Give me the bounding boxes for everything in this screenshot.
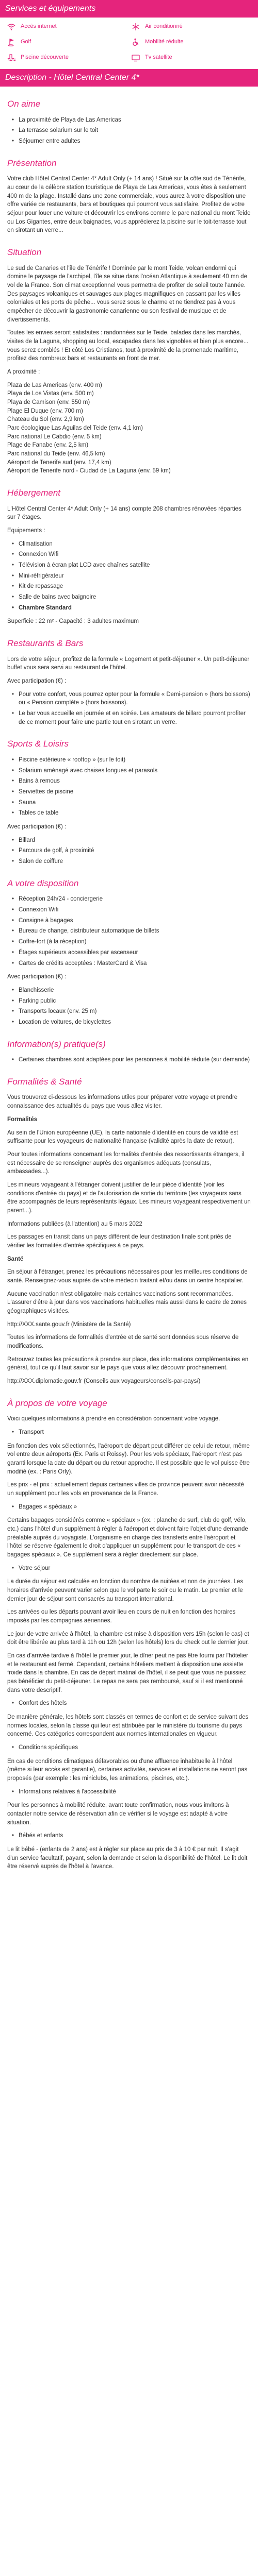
disposition-paid-list: [7, 986, 251, 1027]
paragraph: En cas de conditions climatiques défavorables ou d'une affluence inhabituelle à l'hôtel (même si leur accès est garantie), certaines activités, services et installations ne seront pas proposés (par exemple : les miniclubs, les animations, piscines, etc.).: [7, 1758, 248, 1782]
section-title-apropos: À propos de votre voyage: [7, 1398, 107, 1408]
paragraph: Au sein de l'Union européenne (UE), la carte nationale d'identité en cours de validité est suffisante pour les voyageurs de nationalité française (validité après la date de retour).: [7, 1129, 238, 1145]
services-banner: [0, 0, 258, 18]
service-item: [132, 54, 251, 62]
paragraph: Informations publiées (à l'attention) au 5 mars 2022: [7, 1221, 142, 1227]
link-sante[interactable]: http://XXX.sante.gouv.fr (Ministère de la Santé): [7, 1321, 131, 1328]
list-item: • Bureau de change, distributeur automatique de billets: [7, 927, 251, 936]
tv-icon: [132, 54, 140, 62]
paragraph: En fonction des voix sélectionnés, l'aéroport de départ peut différer de celui de retour, même vol entre deux aéroports (Ex. Paris et Roissy). Pour les vols spéciaux, l'aéroport n'est pas garanti lorsque la date du départ ou du retour approche. Il est possible que le vol puisse être modifié (ex. : Paris Orly).: [7, 1443, 250, 1475]
service-label: Tv satellite: [145, 54, 172, 61]
wifi-icon: [7, 23, 15, 31]
section-title-informations: Information(s) pratique(s): [7, 1039, 106, 1049]
list-item: • Salle de bains avec baignoire: [7, 593, 251, 602]
section-title-hebergement: Hébergement: [7, 488, 61, 498]
paragraph: De manière générale, les hôtels sont classés en termes de confort et de service suivant des normes locales, selon la classe qui leur est attribuée par le ministère du tourisme du pays concerné. Ces catégories correspondent aux normes internationales en vigueur.: [7, 1714, 249, 1738]
list-item: • La proximité de Playa de Las Americas: [7, 116, 251, 125]
list-item: • Transport: [7, 1428, 251, 1437]
section-title-sports: Sports & Loisirs: [7, 739, 69, 749]
list-item: • Bébés et enfants: [7, 1832, 251, 1840]
section-title-presentation: Présentation: [7, 158, 57, 168]
apropos-block: [7, 1699, 251, 1708]
paragraph: Les prix - et prix : actuellement depuis certaines villes de province peuvent avoir nécessité un supplément pour les vols en provenance de la France.: [7, 1482, 244, 1497]
section-title-formalites: Formalités & Santé: [7, 1076, 82, 1087]
paragraph: Pour toutes informations concernant les formalités d'entrée des ressortissants étrangers, il est nécessaire de se renseigner auprès des organismes adéquats (consulats, ambassades...).: [7, 1151, 245, 1175]
paragraph: Vous trouverez ci-dessous les informations utiles pour préparer votre voyage et prendre connaissance des actualités du pays que vous allez visiter.: [7, 1094, 238, 1110]
list-item: • Parcours de golf, à proximité: [7, 846, 251, 855]
paragraph: Le lit bébé - (enfants de 2 ans) est à régler sur place au prix de 3 à 10 € par nuit. Il s'agit d'un service facultatif, payant, selon la demande et selon la disponibilité de l'hôtel. Le lit doit être réservé auprès de l'hôtel à l'avance.: [7, 1846, 248, 1870]
list-item: • Sauna: [7, 799, 251, 807]
list-item: • Confort des hôtels: [7, 1699, 251, 1708]
service-item: [7, 23, 126, 31]
paragraph: Les passages en transit dans un pays différent de leur destination finale sont priés de vérifier les formalités d'entrée spécifiques à ce pays.: [7, 1234, 232, 1249]
paragraph: Votre club Hôtel Central Center 4* Adult Only (+ 14 ans) ! Situé sur la côte sud de Ténérife, au cœur de la célèbre station touristique de Playa de Las Americas, vous êtes à seulement 400 m de la plage. Installé dans une zone commerciale, vous aurez à votre disposition une offre variée de restaurants, bars et boutiques qui pourront vous satisfaire. Profitez de votre séjour pour louer une voiture et découvrir les environs comme le parc national du mont Teide ou Los Gigantes, entre deux baignades, vous apprécierez la piscine sur le toit-terrasse tout en sirotant un verre...: [7, 176, 251, 234]
service-item: [132, 23, 251, 31]
section-title-situation: Situation: [7, 247, 42, 257]
sports-paid-list: [7, 836, 251, 866]
list-item: • Votre séjour: [7, 1564, 251, 1573]
list-item: • Séjourner entre adultes: [7, 137, 251, 146]
section-title-restaurants: Restaurants & Bars: [7, 638, 84, 649]
apropos-block: [7, 1564, 251, 1573]
disposition-list: [7, 895, 251, 968]
apropos-block: [7, 1788, 251, 1797]
paragraph: En cas d'arrivée tardive à l'hôtel le premier jour, le dîner peut ne pas être fourni par l'hôtelier et le restaurant est fermé. Cependant, certains hôteliers mettent à disposition une assiette froide dans la chambre. En cas de départ matinal de l'hôtel, il se peut que vous ne puissiez pas bénéficier du petit-déjeuner. Le repas ne sera pas remboursé, sauf si il est mentionné dans votre descriptif.: [7, 1653, 248, 1693]
service-label: Accès internet: [21, 23, 57, 30]
list-item: • La terrasse solarium sur le toit: [7, 126, 251, 135]
list-item: • Coffre-fort (à la réception): [7, 938, 251, 946]
paragraph: Avec participation (€) :: [7, 824, 67, 831]
list-item: • Consigne à bagages: [7, 917, 251, 925]
list-item: • Tables de table: [7, 809, 251, 818]
on-aime-list: [7, 116, 251, 146]
snowflake-icon: [132, 23, 140, 31]
list-item: • Cartes de crédits acceptées : MasterCard & Visa: [7, 959, 251, 968]
informations-list: [7, 1056, 251, 1064]
paragraph: Voici quelques informations à prendre en considération concernant votre voyage.: [7, 1416, 220, 1422]
paragraph: En séjour à l'étranger, prenez les précautions nécessaires pour les meilleures conditions de santé. Renseignez-vous auprès de votre médecin traitant et/ou dans un centre hospitalier.: [7, 1269, 248, 1284]
list-item: • Piscine extérieure « rooftop » (sur le toit): [7, 756, 251, 765]
service-item: [7, 54, 126, 62]
paragraph: Le sud de Canaries et l'île de Ténérife ! Dominée par le mont Teide, volcan endormi qui domine le paysage de l'archipel, l'île se situe dans l'océan Atlantique à seulement 40 mn de vol de la France. Son climat exceptionnel vous permettra de profiter de soleil toute l'année. Des paysages volcaniques et sauvages aux plages magnifiques en passant par les villes coloniales et les ports de pêche... vous serez sous le charme et ne tiendrez pas à vous empêcher de découvrir la gastronomie canarienne ou son festival de musique et de divertissements.: [7, 265, 247, 323]
services-title: Services et équipements: [5, 4, 96, 13]
nearby-list: Plaza de Las Americas (env. 400 m) Playa de Los Vistas (env. 500 m) Playa de Camison (env. 550 m) Plage El Duque (env. 700 m) Chateau du Sol (env. 2,9 km) Parc écologique Las Aguilas del Teide (env. 4,1 km) Parc national Le Cabdio (env. 5 km) Plage de Fanabe (env. 2,5 km) Parc national du Teide (env. 46,5 km) Aéroport de Tenerife sud (env. 17,4 km) Aéroport de Tenerife nord - Ciudad de La Laguna (env. 59 km): [7, 382, 171, 474]
service-item: [7, 38, 126, 46]
paragraph: Toutes les informations de formalités d'entrée et de santé sont données sous réserve de modifications.: [7, 1334, 239, 1349]
pool-icon: [7, 54, 15, 62]
list-item: • Parking public: [7, 997, 251, 1006]
list-item: • Location de voitures, de bicyclettes: [7, 1018, 251, 1027]
paragraph: Superficie : 22 m² - Capacité : 3 adultes maximum: [7, 618, 139, 625]
services-grid: [0, 18, 258, 69]
paragraph: Certains bagages considérés comme « spéciaux » (ex. : planche de surf, club de golf, vélo, etc.) dans l'hôtel d'un supplément à régler à l'aéroport et doivent faire l'objet d'une demande préalable auprès du voyagiste. L'organisme en charge des transferts entre l'aéroport et l'hôtel se réserve également le droit d'appliquer un supplément pour le transport de ces « bagages spéciaux ». Ce supplément sera à régler directement sur place.: [7, 1517, 248, 1558]
paragraph: Le jour de votre arrivée à l'hôtel, la chambre est mise à disposition vers 15h (selon le cas) et doit être libérée au plus tard à 11h ou 12h (selon les hôtels) lors du check out le dernier jour.: [7, 1631, 249, 1646]
list-item: • Chambre Standard: [7, 604, 251, 613]
paragraph: Les arrivées ou les départs pouvant avoir lieu en cours de nuit en fonction des horaires imposés par les compagnies aériennes.: [7, 1609, 236, 1624]
wheelchair-icon: [132, 38, 140, 46]
paragraph: Formalités: [7, 1116, 38, 1123]
hebergement-list: [7, 540, 251, 613]
list-item: • Le bar vous accueille en journée et en soirée. Les amateurs de billard pourront profiter de ce moment pour faire une partie tout en sirotant un verre.: [7, 709, 251, 726]
list-item: • Pour votre confort, vous pourrez opter pour la formule « Demi-pension » (hors boissons) ou « Pension complète » (hors boissons).: [7, 690, 251, 707]
paragraph: Equipements :: [7, 528, 45, 534]
description-content: [0, 98, 258, 1891]
paragraph: Toutes les envies seront satisfaites : randonnées sur le Teide, balades dans les marchés, visites de la Laguna, shopping au local, escapades dans les vignobles et bien plus encore... vous serez comblés ! Et côté Los Cristianos, tout à proximité de la promenade maritime, profitez des nombreux bars et restaurants en front de mer.: [7, 330, 249, 362]
service-label: Golf: [21, 39, 31, 45]
list-item: • Télévision à écran plat LCD avec chaînes satellite: [7, 561, 251, 570]
apropos-block: [7, 1743, 251, 1752]
paragraph: Aucune vaccination n'est obligatoire mais certaines vaccinations sont recommandées. L'assurer d'être à jour dans vos vaccinations habituelles mais aussi dans le cadre de zones géographiques visitées.: [7, 1291, 247, 1314]
list-item: • Kit de repassage: [7, 582, 251, 591]
paragraph: Avec participation (€) :: [7, 974, 67, 980]
apropos-block: [7, 1428, 251, 1437]
list-item: • Transports locaux (env. 25 m): [7, 1007, 251, 1016]
paragraph: Pour les personnes à mobilité réduite, avant toute confirmation, nous vous invitons à contacter notre service de réservation afin de vérifier si le voyage est adapté à votre situation.: [7, 1802, 229, 1826]
section-title-disposition: A votre disposition: [7, 878, 79, 888]
list-item: • Bains à remous: [7, 777, 251, 786]
paragraph: Santé: [7, 1256, 24, 1262]
list-item: • Connexion Wifi: [7, 906, 251, 914]
golf-icon: [7, 38, 15, 46]
list-item: • Blanchisserie: [7, 986, 251, 995]
paragraph: A proximité :: [7, 369, 40, 376]
paragraph: La durée du séjour est calculée en fonction du nombre de nuitées et non de journées. Les horaires d'arrivée peuvent varier selon que le vol parte le soir ou le matin. Le premier et le dernier jour de séjour sont consacrés au transport international.: [7, 1579, 244, 1602]
list-item: • Conditions spécifiques: [7, 1743, 251, 1752]
list-item: • Étages supérieurs accessibles par ascenseur: [7, 948, 251, 957]
list-item: • Climatisation: [7, 540, 251, 549]
service-label: Piscine découverte: [21, 54, 69, 61]
restaurants-list: [7, 690, 251, 727]
paragraph: Lors de votre séjour, profitez de la formule « Logement et petit-déjeuner ». Un petit-déjeuner buffet vous sera servi au restaurant de l'hôtel.: [7, 656, 250, 671]
paragraph: Retrouvez toutes les précautions à prendre sur place, des informations complémentaires en général, tout ce qu'il faut savoir sur le pays que vous allez découvrir prochainement.: [7, 1356, 249, 1371]
list-item: • Billard: [7, 836, 251, 845]
sports-list: [7, 756, 251, 818]
list-item: • Connexion Wifi: [7, 550, 251, 559]
list-item: • Mini-réfrigérateur: [7, 572, 251, 581]
list-item: • Salon de coiffure: [7, 857, 251, 866]
list-item: • Serviettes de piscine: [7, 788, 251, 796]
paragraph: L'Hôtel Central Center 4* Adult Only (+ 14 ans) compte 208 chambres rénovées réparties sur 7 étages.: [7, 505, 241, 521]
description-banner: [0, 69, 258, 87]
list-item: • Solarium aménagé avec chaises longues et parasols: [7, 767, 251, 775]
list-item: • Informations relatives à l'accessibilité: [7, 1788, 251, 1797]
list-item: • Certaines chambres sont adaptées pour les personnes à mobilité réduite (sur demande): [7, 1056, 251, 1064]
service-item: [132, 38, 251, 46]
description-title: Description - Hôtel Central Center 4*: [5, 73, 139, 82]
service-label: Mobilité réduite: [145, 39, 184, 45]
paragraph: Avec participation (€) :: [7, 678, 67, 685]
list-item: • Réception 24h/24 - conciergerie: [7, 895, 251, 904]
link-diplomatie[interactable]: http://XXX.diplomatie.gouv.fr (Conseils aux voyageurs/conseils-par-pays/): [7, 1378, 201, 1384]
list-item: • Bagages « spéciaux »: [7, 1503, 251, 1512]
paragraph: Les mineurs voyageant à l'étranger doivent justifier de leur pièce d'identité (voir les conditions d'entrée du pays) et de l'autorisation de sortie du territoire (les voyageurs sans être accompagnés de leurs représentants légaux. Les mineurs voyageant respectivement un parent...).: [7, 1181, 251, 1214]
service-label: Air conditionné: [145, 23, 183, 30]
apropos-block: [7, 1503, 251, 1512]
apropos-block: [7, 1832, 251, 1840]
section-title-on-aime: On aime: [7, 99, 41, 109]
